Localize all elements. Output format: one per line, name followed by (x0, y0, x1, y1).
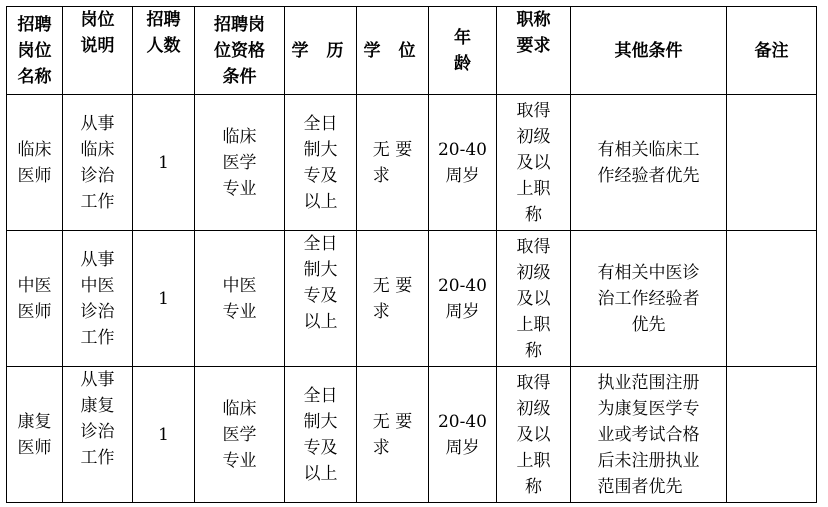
header-post-desc: 岗位 说明 (63, 7, 133, 95)
cell-qualification: 中医 专业 (195, 231, 285, 367)
cell-degree: 无 要 求 (357, 367, 429, 503)
cell-education: 全日 制大 专及 以上 (285, 95, 357, 231)
table-row (7, 231, 817, 367)
cell-post-name: 临床 医师 (7, 95, 63, 231)
cell-count: 1 (133, 95, 195, 231)
cell-count: 1 (133, 367, 195, 503)
cell-degree: 无 要 求 (357, 231, 429, 367)
cell-other: 执业范围注册 为康复医学专 业或考试合格 后未注册执业 范围者优先 (571, 367, 727, 503)
cell-degree: 无 要 求 (357, 95, 429, 231)
cell-count: 1 (133, 231, 195, 367)
cell-qualification: 临床 医学 专业 (195, 95, 285, 231)
table-row (7, 367, 817, 503)
cell-remark (727, 95, 817, 231)
cell-title-req: 取得 初级 及以 上职 称 (497, 367, 571, 503)
header-other: 其他条件 (571, 7, 727, 95)
header-post-name: 招聘 岗位 名称 (7, 7, 63, 95)
header-row (7, 7, 817, 95)
cell-education: 全日 制大 专及 以上 (285, 367, 357, 503)
cell-age: 20-40 周岁 (429, 95, 497, 231)
cell-post-desc: 从事 康复 诊治 工作 (63, 367, 133, 503)
header-title-req: 职称 要求 (497, 7, 571, 95)
cell-post-name: 中医 医师 (7, 231, 63, 367)
cell-other: 有相关中医诊 治工作经验者 优先 (571, 231, 727, 367)
header-age: 年 龄 (429, 7, 497, 95)
cell-post-name: 康复 医师 (7, 367, 63, 503)
recruitment-table (6, 6, 817, 503)
cell-remark (727, 367, 817, 503)
header-degree: 学 位 (357, 7, 429, 95)
cell-remark (727, 231, 817, 367)
header-qualification: 招聘岗 位资格 条件 (195, 7, 285, 95)
cell-title-req: 取得 初级 及以 上职 称 (497, 231, 571, 367)
table-row (7, 95, 817, 231)
cell-qualification: 临床 医学 专业 (195, 367, 285, 503)
cell-title-req: 取得 初级 及以 上职 称 (497, 95, 571, 231)
header-remark: 备注 (727, 7, 817, 95)
header-count: 招聘 人数 (133, 7, 195, 95)
cell-education: 全日 制大 专及 以上 (285, 231, 357, 367)
header-education: 学 历 (285, 7, 357, 95)
cell-post-desc: 从事 临床 诊治 工作 (63, 95, 133, 231)
cell-age: 20-40 周岁 (429, 231, 497, 367)
cell-age: 20-40 周岁 (429, 367, 497, 503)
cell-other: 有相关临床工 作经验者优先 (571, 95, 727, 231)
cell-post-desc: 从事 中医 诊治 工作 (63, 231, 133, 367)
